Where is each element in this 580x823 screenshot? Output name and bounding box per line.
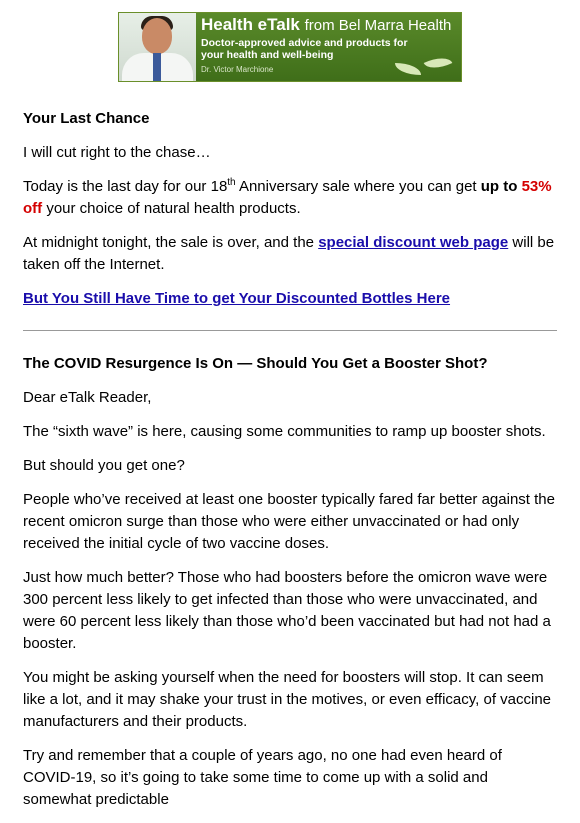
email-content <box>23 108 557 823</box>
article-paragraph: Try and remember that a couple of years ago, no one had even heard of COVID-19, so it’s going to take some time to come up with a solid and somewhat predictable <box>23 747 502 808</box>
discounted-bottles-link[interactable]: But You Still Have Time to get Your Discounted Bottles Here <box>23 290 451 307</box>
health-etalk-banner[interactable] <box>118 12 462 82</box>
article-paragraph: People who’ve received at least one booster typically fared far better against the recent omicron surge than those who were either unvaccinated or had only received the initial cycle of two vaccine doses. <box>23 491 555 552</box>
banner-tagline-2: your health and well-being <box>201 49 334 61</box>
banner-tagline-1: Doctor-approved advice and products for <box>201 37 408 49</box>
brand-source: from Bel Marra Health <box>304 17 452 34</box>
article-paragraph: Dear eTalk Reader, <box>23 389 152 406</box>
doctor-photo <box>119 13 196 81</box>
cta-paragraph <box>23 288 557 310</box>
promo-intro: I will cut right to the chase… <box>23 144 211 161</box>
section-divider <box>23 330 557 331</box>
article-paragraph: You might be asking yourself when the need for boosters will stop. It can seem like a lot, and it may shake your trust in the motives, or even efficacy, of vaccine manufacturers and their products. <box>23 669 552 730</box>
brand-name: Health eTalk <box>201 15 300 34</box>
special-discount-link[interactable]: special discount web page <box>318 234 509 251</box>
article-paragraph: Just how much better? Those who had boosters before the omicron wave were 300 percent less likely to get infected than those who were unvaccinated, and were 60 percent less likely than those who’d been vaccinated but had not had a booster. <box>23 569 551 652</box>
sale-paragraph: Today is the last day for our 18th Anniversary sale where you can get up to 53% off your choice of natural health products. <box>23 177 552 217</box>
article-paragraph: The “sixth wave” is here, causing some communities to ramp up booster shots. <box>23 423 546 440</box>
promo-heading: Your Last Chance <box>23 110 150 127</box>
banner-text <box>201 14 461 74</box>
banner-brand <box>201 14 461 37</box>
article-heading: The COVID Resurgence Is On — Should You Get a Booster Shot? <box>23 355 488 372</box>
discount-percent: 53% off <box>23 178 552 217</box>
midnight-paragraph: At midnight tonight, the sale is over, and the special discount web page will be taken off the Internet. <box>23 234 555 273</box>
banner-doctor-name: Dr. Victor Marchione <box>201 65 274 74</box>
article-paragraph: But should you get one? <box>23 457 185 474</box>
